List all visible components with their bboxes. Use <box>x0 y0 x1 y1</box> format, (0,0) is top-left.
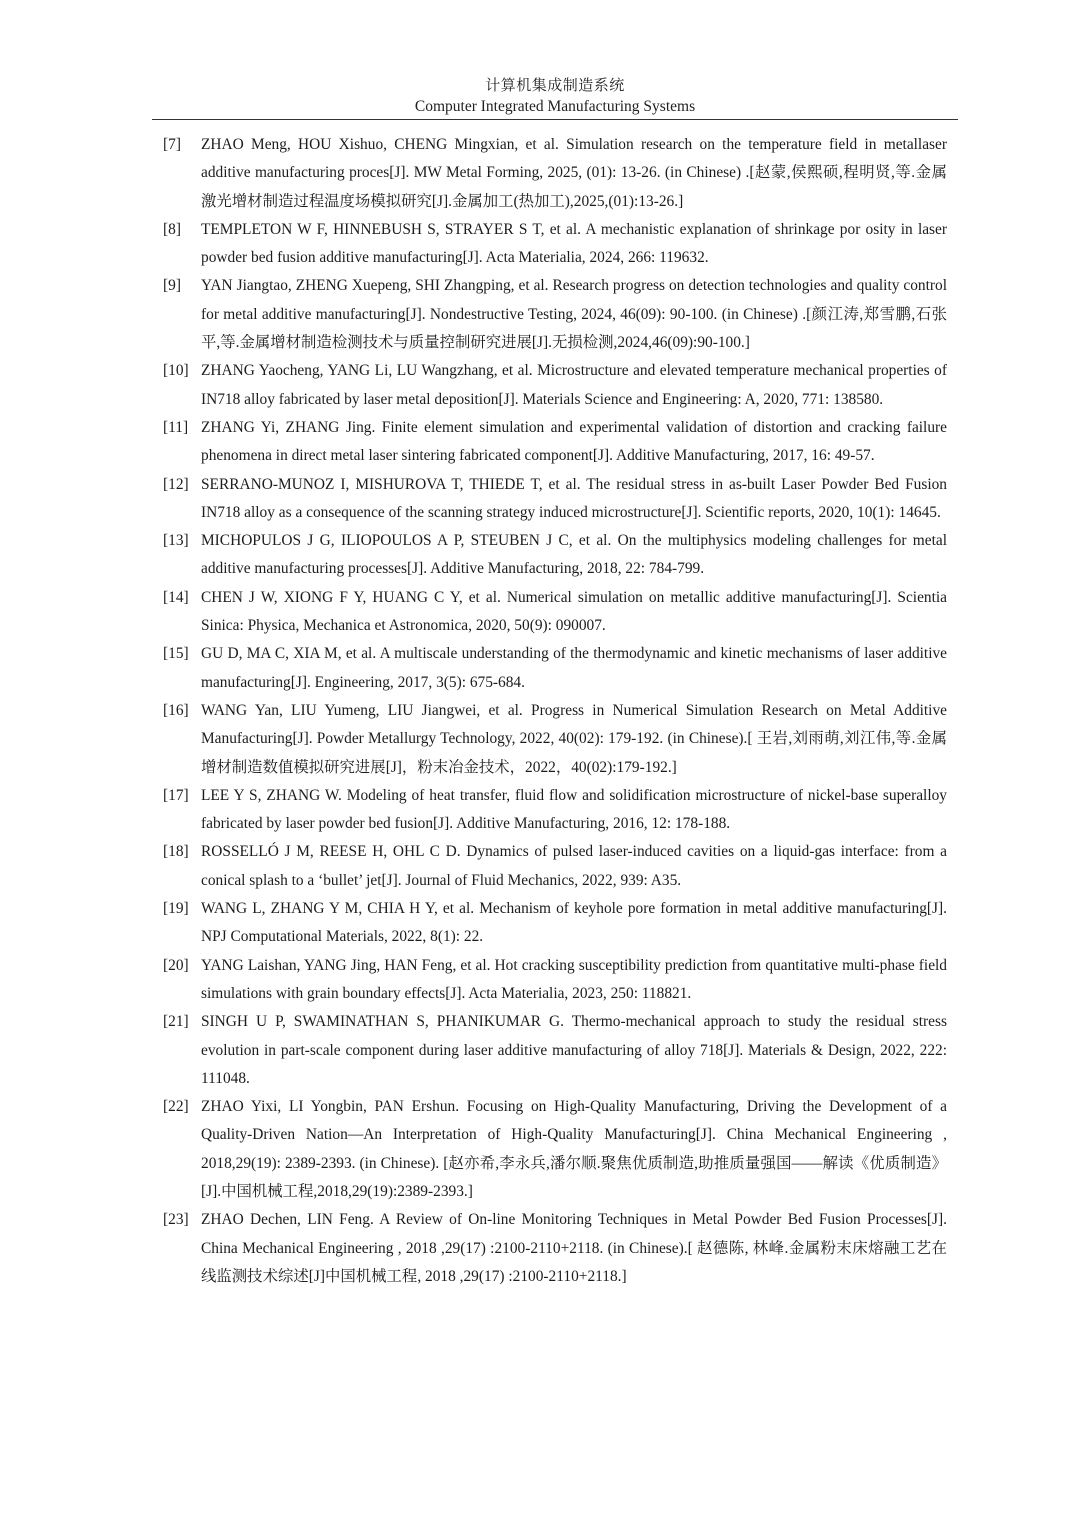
reference-number: [21] <box>163 1013 189 1031</box>
reference-text: SERRANO-MUNOZ I, MISHUROVA T, THIEDE T, et al. The residual stress in as-built Laser Powder Bed Fusion IN718 alloy as a consequence of the scanning strategy induced microstructure[J]. Scientific reports, 2020, 10(1): 14645. <box>201 475 947 521</box>
reference-list <box>163 131 947 1291</box>
reference-text: MICHOPULOS J G, ILIOPOULOS A P, STEUBEN J C, et al. On the multiphysics modeling challenges for metal additive manufacturing processes[J]. Additive Manufacturing, 2018, 22: 784-799. <box>201 532 947 578</box>
reference-number: [23] <box>163 1211 189 1229</box>
reference-text: WANG Yan, LIU Yumeng, LIU Jiangwei, et al. Progress in Numerical Simulation Research on Metal Additive Manufacturing[J]. Powder Metallurgy Technology, 2022, 40(02): 179-192. (in Chinese).[ 王岩,刘雨萌,刘江伟,等.金属增材制造数值模拟研究进展[J]，粉末冶金技术，2022，40(02):179-192.] <box>201 701 947 776</box>
reference-text: ZHAO Meng, HOU Xishuo, CHENG Mingxian, et al. Simulation research on the temperature field in metallaser additive manufacturing proces[J]. MW Metal Forming, 2025, (01): 13-26. (in Chinese) .[赵蒙,侯熙硕,程明贤,等.金属激光增材制造过程温度场模拟研究[J].金属加工(热加工),2025,(01):13-26.] <box>201 136 947 210</box>
reference-number: [16] <box>163 701 189 719</box>
running-header <box>152 76 958 118</box>
reference-item <box>163 782 947 839</box>
reference-item <box>163 952 947 1009</box>
reference-number: [20] <box>163 956 189 974</box>
reference-text: ZHANG Yaocheng, YANG Li, LU Wangzhang, et al. Microstructure and elevated temperature mechanical properties of IN718 alloy fabricated by laser metal deposition[J]. Materials Science and Engineering: A, 2020, 771: 138580. <box>201 362 947 408</box>
reference-number: [22] <box>163 1098 189 1116</box>
reference-number: [17] <box>163 786 189 804</box>
reference-text: GU D, MA C, XIA M, et al. A multiscale understanding of the thermodynamic and kinetic mechanisms of laser additive manufacturing[J]. Engineering, 2017, 3(5): 675-684. <box>201 645 947 691</box>
reference-number: [9] <box>163 277 181 295</box>
reference-item <box>163 1206 947 1291</box>
reference-text: ZHANG Yi, ZHANG Jing. Finite element simulation and experimental validation of distortion and cracking failure phenomena in direct metal laser sintering fabricated component[J]. Additive Manufacturing, 2017, 16: 49-57. <box>201 418 947 465</box>
reference-text: WANG L, ZHANG Y M, CHIA H Y, et al. Mechanism of keyhole pore formation in metal additive manufacturing[J]. NPJ Computational Materials, 2022, 8(1): 22. <box>201 900 947 946</box>
reference-text: CHEN J W, XIONG F Y, HUANG C Y, et al. Numerical simulation on metallic additive manufacturing[J]. Scientia Sinica: Physica, Mechanica et Astronomica, 2020, 50(9): 090007. <box>201 588 947 635</box>
journal-title-chinese: 计算机集成制造系统 <box>485 78 625 94</box>
journal-title-english: Computer Integrated Manufacturing Systems <box>414 98 696 115</box>
reference-item <box>163 584 947 641</box>
reference-text: LEE Y S, ZHANG W. Modeling of heat transfer, fluid flow and solidification microstructure of nickel-base superalloy fabricated by laser powder bed fusion[J]. Additive Manufacturing, 2016, 12: 178-188. <box>201 786 947 833</box>
reference-item <box>163 471 947 528</box>
reference-number: [18] <box>163 843 189 861</box>
reference-item <box>163 640 947 697</box>
reference-text: SINGH U P, SWAMINATHAN S, PHANIKUMAR G. Thermo-mechanical approach to study the residual stress evolution in part-scale component during laser additive manufacturing of alloy 718[J]. Materials & Design, 2022, 222: 111048. <box>201 1013 947 1087</box>
reference-number: [8] <box>163 220 181 238</box>
reference-item <box>163 357 947 414</box>
reference-number: [7] <box>163 136 181 153</box>
reference-text: ZHAO Yixi, LI Yongbin, PAN Ershun. Focusing on High-Quality Manufacturing, Driving the Development of a Quality-Driven Nation—An Interpretation of High-Quality Manufacturing[J]. China Mechanical Engineering , 2018,29(19): 2389-2393. (in Chinese). [赵亦希,李永兵,潘尔顺.聚焦优质制造,助推质量强国——解读《优质制造》[J].中国机械工程,2018,29(19):2389-2393.] <box>201 1098 947 1200</box>
reference-number: [14] <box>163 588 189 606</box>
reference-item <box>163 527 947 584</box>
reference-item <box>163 1008 947 1093</box>
reference-item <box>163 216 947 273</box>
reference-text: YANG Laishan, YANG Jing, HAN Feng, et al. Hot cracking susceptibility prediction from quantitative multi-phase field simulations with grain boundary effects[J]. Acta Materialia, 2023, 250: 118821. <box>201 956 947 1002</box>
reference-text: YAN Jiangtao, ZHENG Xuepeng, SHI Zhangping, et al. Research progress on detection technologies and quality control for metal additive manufacturing[J]. Nondestructive Testing, 2024, 46(09): 90-100. (in Chinese) .[颜江涛,郑雪鹏,石张平,等.金属增材制造检测技术与质量控制研究进展[J].无损检测,2024,46(09):90-100.] <box>201 277 947 352</box>
reference-text: ROSSELLÓ J M, REESE H, OHL C D. Dynamics of pulsed laser-induced cavities on a liquid-gas interface: from a conical splash to a ‘bullet’ jet[J]. Journal of Fluid Mechanics, 2022, 939: A35. <box>201 843 947 889</box>
reference-number: [15] <box>163 645 189 663</box>
reference-text: TEMPLETON W F, HINNEBUSH S, STRAYER S T, et al. A mechanistic explanation of shrinkage por osity in laser powder bed fusion additive manufacturing[J]. Acta Materialia, 2024, 266: 119632. <box>201 220 947 267</box>
reference-item <box>163 838 947 895</box>
reference-number: [11] <box>163 418 189 436</box>
reference-item <box>163 697 947 782</box>
reference-number: [12] <box>163 475 189 493</box>
header-divider <box>152 119 958 120</box>
reference-number: [13] <box>163 532 189 550</box>
reference-number: [19] <box>163 900 189 918</box>
reference-item <box>163 414 947 471</box>
reference-text: ZHAO Dechen, LIN Feng. A Review of On-line Monitoring Techniques in Metal Powder Bed Fusion Processes[J]. China Mechanical Engineering , 2018 ,29(17) :2100-2110+2118. (in Chinese).[ 赵德陈, 林峰.金属粉末床熔融工艺在线监测技术综述[J]中国机械工程, 2018 ,29(17) :2100-2110+2118.] <box>201 1211 947 1285</box>
reference-item <box>163 895 947 952</box>
reference-item <box>163 272 947 357</box>
reference-item <box>163 131 947 216</box>
reference-item <box>163 1093 947 1206</box>
reference-number: [10] <box>163 362 189 380</box>
